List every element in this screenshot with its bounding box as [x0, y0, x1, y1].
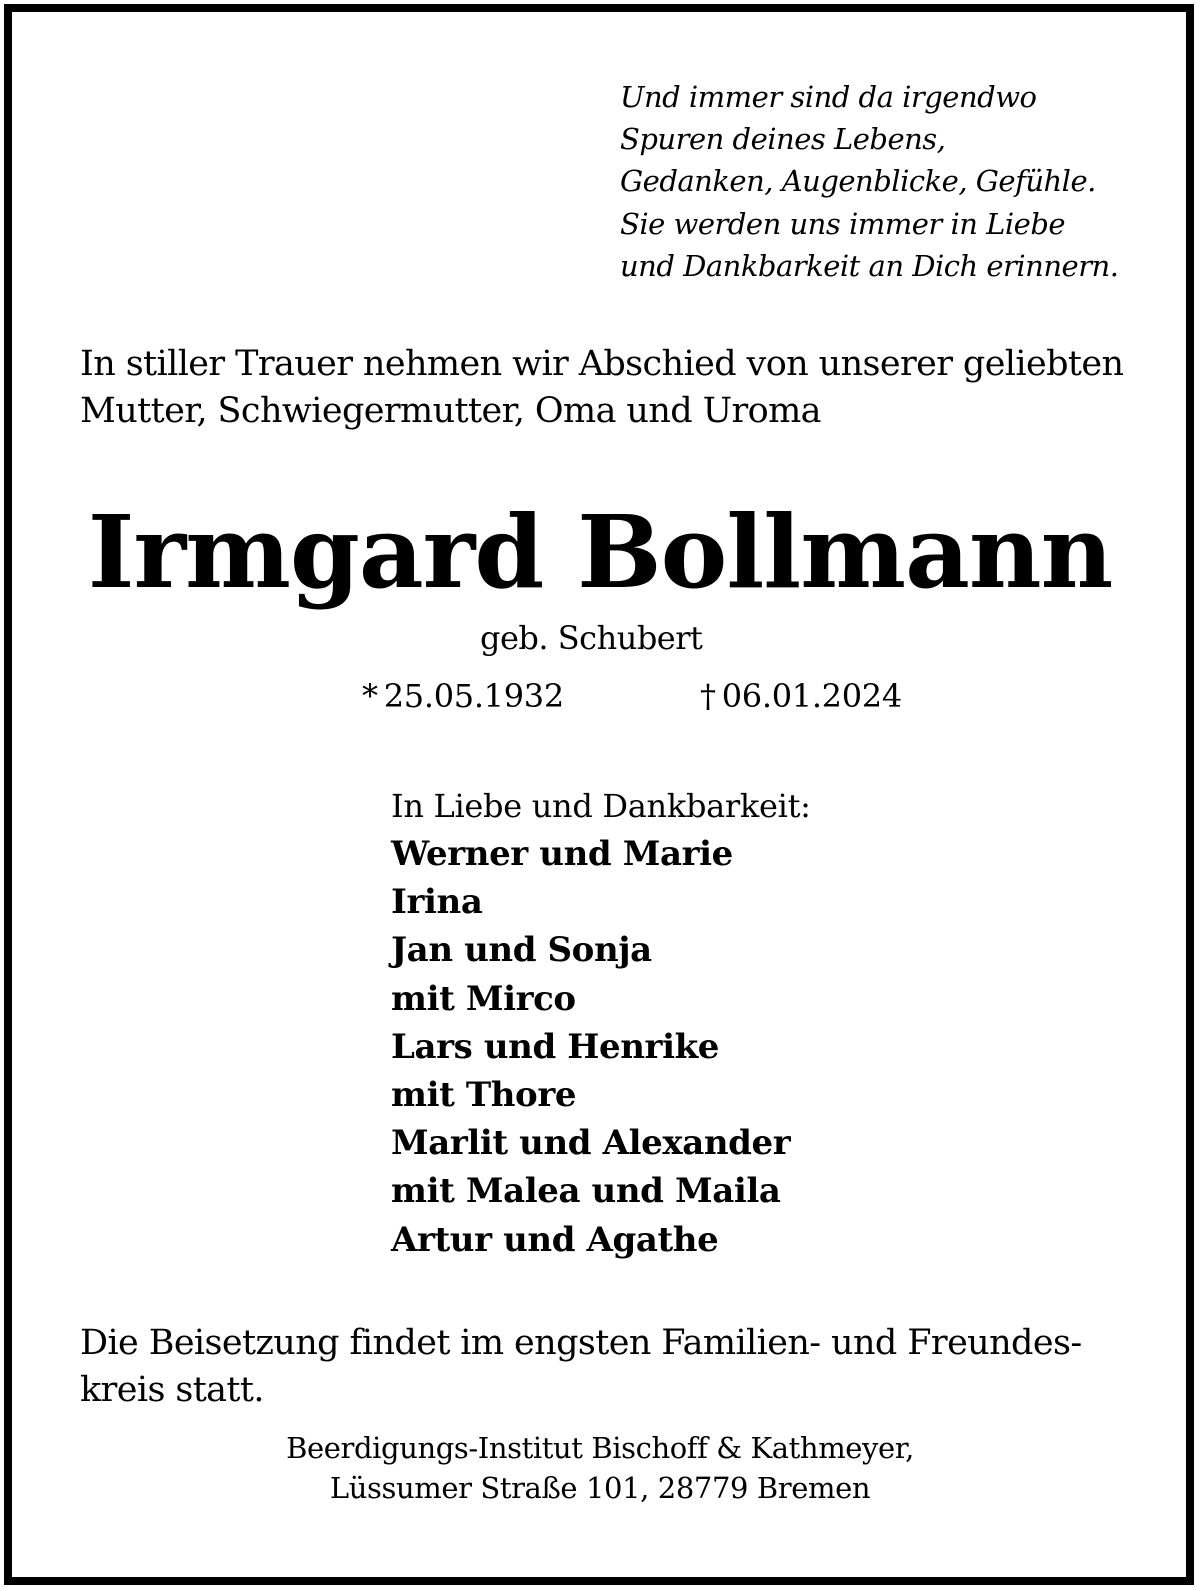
intro-line: Mutter, Schwiegermutter, Oma und Uroma: [80, 391, 821, 431]
mourner-entry: Irina: [391, 882, 483, 923]
poem-line: Gedanken, Augenblicke, Gefühle.: [620, 164, 1096, 199]
burial-line: Die Beisetzung findet im engsten Familien- und Freundes-: [80, 1323, 1082, 1363]
poem-line: und Dankbarkeit an Dich erinnern.: [620, 248, 1119, 283]
mourners-list: [391, 830, 811, 1264]
birth-date-value: 25.05.1932: [383, 677, 564, 715]
intro-text: [80, 341, 1123, 435]
burial-line: kreis statt.: [80, 1370, 264, 1410]
death-date-value: 06.01.2024: [721, 677, 902, 715]
maiden-name: geb. Schubert: [480, 619, 703, 657]
birth-date: [362, 676, 564, 716]
funeral-home-line: Lüssumer Straße 101, 28779 Bremen: [329, 1471, 871, 1505]
death-cross-icon: †: [700, 677, 716, 715]
mourner-entry: mit Malea und Maila: [391, 1171, 781, 1212]
mourner-entry: Marlit und Alexander: [391, 1123, 791, 1164]
mourner-entry: Werner und Marie: [391, 834, 733, 874]
mourners-lead: In Liebe und Dankbarkeit:: [391, 787, 811, 825]
mourner-entry: mit Mirco: [391, 978, 576, 1019]
mourner-entry: mit Thore: [391, 1075, 577, 1116]
funeral-home: [0, 1428, 1200, 1508]
intro-line: In stiller Trauer nehmen wir Abschied von unserer geliebten: [80, 344, 1124, 384]
mourners-block: [391, 782, 811, 1264]
poem-line: Und immer sind da irgendwo: [620, 80, 1037, 114]
memorial-poem: [620, 76, 1118, 287]
mourner-entry: Artur und Agathe: [391, 1219, 719, 1260]
death-date: [700, 676, 902, 716]
funeral-home-line: Beerdigungs-Institut Bischoff & Kathmeyer,: [286, 1431, 914, 1465]
poem-line: Spuren deines Lebens,: [620, 122, 946, 157]
mourner-entry: Lars und Henrike: [391, 1026, 719, 1067]
deceased-name: Irmgard Bollmann: [87, 493, 1113, 611]
birth-star-icon: *: [362, 677, 378, 715]
poem-line: Sie werden uns immer in Liebe: [620, 206, 1066, 241]
mourner-entry: Jan und Sonja: [391, 930, 652, 971]
burial-notice: [80, 1320, 1082, 1414]
